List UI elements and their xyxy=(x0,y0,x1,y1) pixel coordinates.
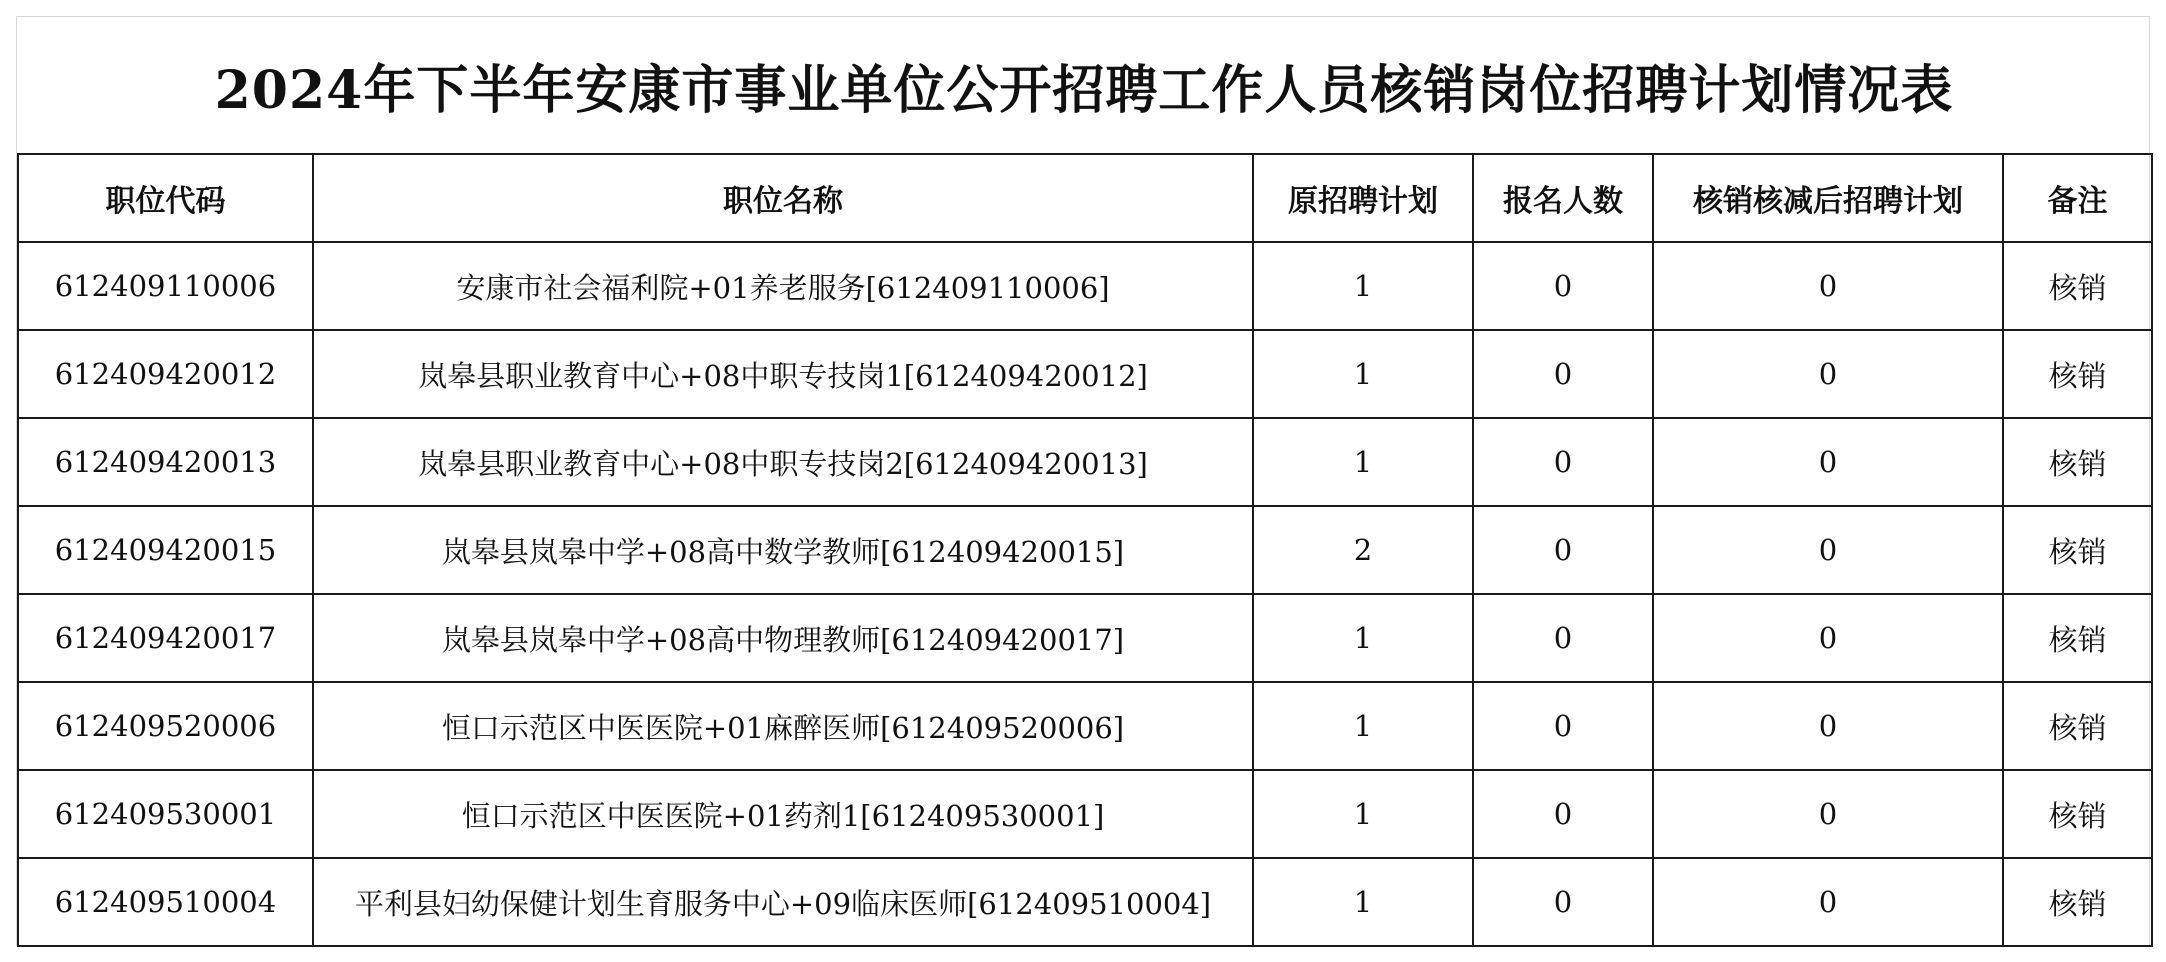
table-row xyxy=(18,594,2152,682)
header-name: 职位名称 xyxy=(313,154,1253,242)
cell-adjusted-plan: 0 xyxy=(1653,858,2003,946)
cell-adjusted-plan: 0 xyxy=(1653,506,2003,594)
cell-remark: 核销 xyxy=(2003,858,2152,946)
cell-applicants: 0 xyxy=(1473,594,1653,682)
cell-name: 岚皋县职业教育中心+08中职专技岗1[612409420012] xyxy=(313,330,1253,418)
table-row xyxy=(18,682,2152,770)
cell-applicants: 0 xyxy=(1473,506,1653,594)
table-row xyxy=(18,506,2152,594)
cell-applicants: 0 xyxy=(1473,418,1653,506)
document-title: 2024年下半年安康市事业单位公开招聘工作人员核销岗位招聘计划情况表 xyxy=(214,59,1954,121)
cell-code: 612409520006 xyxy=(18,682,313,770)
header-adjusted-plan: 核销核减后招聘计划 xyxy=(1653,154,2003,242)
cell-code: 612409510004 xyxy=(18,858,313,946)
cell-name: 岚皋县职业教育中心+08中职专技岗2[612409420013] xyxy=(313,418,1253,506)
cell-name: 岚皋县岚皋中学+08高中数学教师[612409420015] xyxy=(313,506,1253,594)
cell-applicants: 0 xyxy=(1473,858,1653,946)
cell-name: 恒口示范区中医医院+01麻醉医师[612409520006] xyxy=(313,682,1253,770)
cell-adjusted-plan: 0 xyxy=(1653,242,2003,330)
document-sheet xyxy=(16,16,2150,946)
cell-applicants: 0 xyxy=(1473,330,1653,418)
cell-name: 恒口示范区中医医院+01药剂1[612409530001] xyxy=(313,770,1253,858)
cell-original-plan: 1 xyxy=(1253,418,1473,506)
cell-original-plan: 1 xyxy=(1253,242,1473,330)
cell-original-plan: 1 xyxy=(1253,330,1473,418)
cell-remark: 核销 xyxy=(2003,682,2152,770)
cell-remark: 核销 xyxy=(2003,418,2152,506)
cell-applicants: 0 xyxy=(1473,770,1653,858)
cell-code: 612409420017 xyxy=(18,594,313,682)
cell-remark: 核销 xyxy=(2003,330,2152,418)
cell-name: 岚皋县岚皋中学+08高中物理教师[612409420017] xyxy=(313,594,1253,682)
cell-adjusted-plan: 0 xyxy=(1653,418,2003,506)
cell-original-plan: 2 xyxy=(1253,506,1473,594)
cell-remark: 核销 xyxy=(2003,506,2152,594)
cell-code: 612409110006 xyxy=(18,242,313,330)
table-row xyxy=(18,418,2152,506)
cell-code: 612409420015 xyxy=(18,506,313,594)
cell-applicants: 0 xyxy=(1473,682,1653,770)
table-row xyxy=(18,242,2152,330)
cell-name: 安康市社会福利院+01养老服务[612409110006] xyxy=(313,242,1253,330)
cell-adjusted-plan: 0 xyxy=(1653,594,2003,682)
cell-remark: 核销 xyxy=(2003,594,2152,682)
cell-adjusted-plan: 0 xyxy=(1653,330,2003,418)
cell-code: 612409420012 xyxy=(18,330,313,418)
table-row xyxy=(18,330,2152,418)
cell-code: 612409420013 xyxy=(18,418,313,506)
cell-adjusted-plan: 0 xyxy=(1653,682,2003,770)
cell-name: 平利县妇幼保健计划生育服务中心+09临床医师[612409510004] xyxy=(313,858,1253,946)
cell-applicants: 0 xyxy=(1473,242,1653,330)
cell-original-plan: 1 xyxy=(1253,770,1473,858)
cell-remark: 核销 xyxy=(2003,242,2152,330)
header-applicants: 报名人数 xyxy=(1473,154,1653,242)
cell-original-plan: 1 xyxy=(1253,682,1473,770)
table-row xyxy=(18,770,2152,858)
header-code: 职位代码 xyxy=(18,154,313,242)
recruitment-table xyxy=(17,153,2153,947)
table-header-row xyxy=(18,154,2152,242)
header-original-plan: 原招聘计划 xyxy=(1253,154,1473,242)
cell-adjusted-plan: 0 xyxy=(1653,770,2003,858)
cell-remark: 核销 xyxy=(2003,770,2152,858)
cell-code: 612409530001 xyxy=(18,770,313,858)
cell-original-plan: 1 xyxy=(1253,594,1473,682)
cell-original-plan: 1 xyxy=(1253,858,1473,946)
header-remark: 备注 xyxy=(2003,154,2152,242)
table-row xyxy=(18,858,2152,946)
